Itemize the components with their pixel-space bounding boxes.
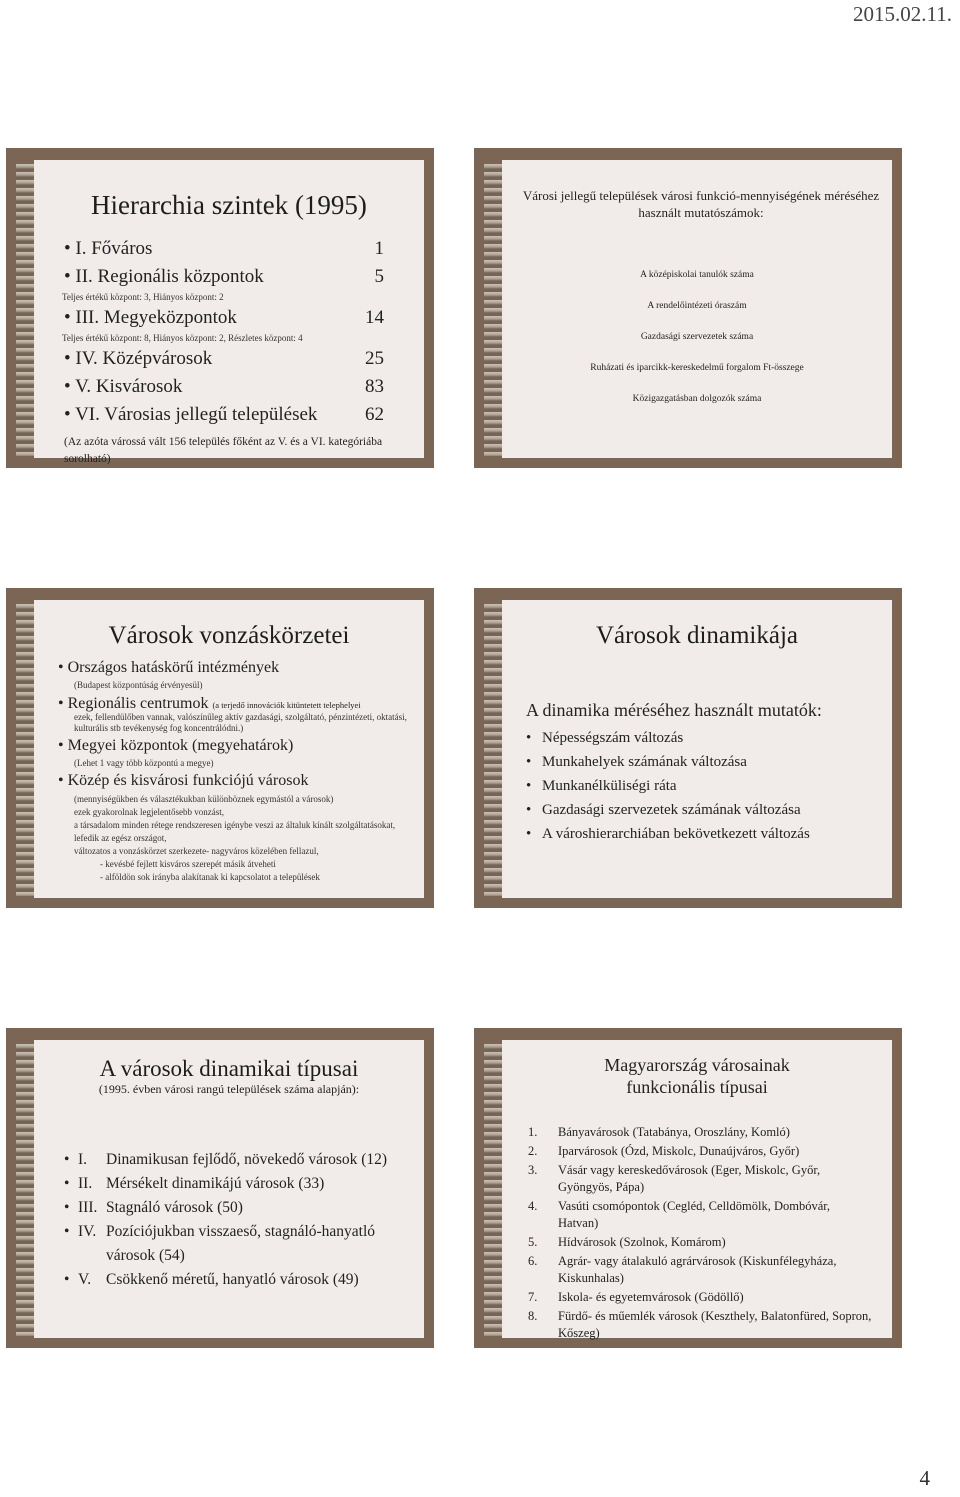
level-4-label: • IV. Középvárosok	[64, 348, 213, 369]
list-item: 5. Hídvárosok (Szolnok, Komárom)	[528, 1235, 726, 1249]
list-item: • III. Stagnáló városok (50)	[64, 1199, 243, 1216]
bullet-regionalis: • Regionális centrumok (a terjedő innovációk kitüntetett telephelyei	[58, 695, 361, 712]
level-3-value: 14	[365, 307, 384, 328]
bullet-megyei: • Megyei központok (megyehatárok)	[58, 737, 294, 754]
list-item: 7. Iskola- és egyetemvárosok (Gödöllő)	[528, 1290, 744, 1304]
slide-mutatoszamok	[474, 148, 902, 468]
indicator-item: Ruházati és iparcikk-kereskedelmű forgalom Ft-összege	[590, 363, 804, 373]
header-date: 2015.02.11.	[853, 2, 952, 26]
slide-title: Hierarchia szintek (1995)	[91, 190, 367, 220]
slide-hierarchia	[6, 148, 434, 468]
slide-title: Városi jellegű települések városi funkció-mennyiségének méréséhez használt mutatószámok:	[522, 188, 880, 220]
intro-text: A dinamika méréséhez használt mutatók:	[526, 700, 822, 720]
list-item: 6. Agrár- vagy átalakuló agrárvárosok (Kiskunfélegyháza, Kiskunhalas)	[528, 1254, 837, 1285]
indicator-list	[526, 726, 810, 846]
list-item: • V. Csökkenő méretű, hanyatló városok (49)	[64, 1271, 359, 1288]
level-2-note: Teljes értékű központ: 3, Hiányos központ: 2	[62, 292, 224, 302]
indicator-item: A középiskolai tanulók száma	[640, 270, 754, 280]
indicator-item: Közigazgatásban dolgozók száma	[632, 394, 762, 404]
bullet-orszagos: • Országos hatáskörű intézmények	[58, 659, 280, 676]
type-list	[528, 1124, 873, 1344]
note-line: változatos a vonzáskörzet szerkezete- nagyváros közelében fellazul,	[74, 846, 319, 857]
level-5-label: • V. Kisvárosok	[64, 376, 183, 397]
level-1-value: 1	[374, 238, 384, 259]
page-number: 4	[919, 1466, 930, 1490]
list-item: • Népességszám változás	[526, 726, 810, 750]
list-item: 8. Fürdő- és műemlék városok (Keszthely, Balatonfüred, Sopron, Kőszeg)	[528, 1309, 872, 1340]
list-item: 3. Vásár vagy kereskedővárosok (Eger, Miskolc, Győr, Gyöngyös, Pápa)	[528, 1163, 821, 1194]
slide-title	[502, 1054, 892, 1098]
level-6-label: • VI. Városias jellegű települések	[64, 404, 318, 425]
list-item: • IV. Pozíciójukban visszaeső, stagnáló-hanyatló városok (54)	[64, 1223, 376, 1264]
level-1-label: • I. Főváros	[64, 238, 153, 259]
list-item: • Gazdasági szervezetek számának változása	[526, 798, 810, 822]
list-item: • II. Mérsékelt dinamikájú városok (33)	[64, 1175, 325, 1192]
indicator-item: A rendelőintézeti óraszám	[647, 301, 747, 311]
note-line: a társadalom minden rétege rendszeresen igénybe veszi az általuk kínált szolgáltatásokat,	[74, 820, 396, 831]
list-item: 2. Iparvárosok (Ózd, Miskolc, Dunaújváros, Győr)	[528, 1144, 800, 1158]
indicator-item: Gazdasági szervezetek száma	[640, 332, 754, 342]
list-item: • A városhierarchiában bekövetkezett változás	[526, 822, 810, 846]
list-item: 1. Bányavárosok (Tatabánya, Oroszlány, Komló)	[528, 1125, 790, 1139]
type-list	[64, 1148, 409, 1292]
subnote-line: - alföldön sok irányba alakítanak ki kapcsolatot a települések	[100, 872, 320, 883]
subnote-line: - kevésbé fejlett kisváros szerepét másik átveheti	[100, 859, 276, 870]
note-line: ezek gyakorolnak legjelentősebb vonzást,	[74, 807, 224, 818]
indicator-list	[502, 260, 892, 415]
slide-title: Városok dinamikája	[595, 622, 799, 649]
level-4-value: 25	[365, 348, 384, 369]
slide-subtitle: (1995. évben városi rangú települések száma alapján):	[98, 1082, 360, 1096]
list-item: • Munkahelyek számának változása	[526, 750, 810, 774]
level-6-value: 62	[365, 404, 384, 425]
bullet-kozep-kis-notes	[74, 793, 404, 884]
slide-funkcionalis-tipusai	[474, 1028, 902, 1348]
list-item: • Munkanélküliségi ráta	[526, 774, 810, 798]
slide-title: A városok dinamikai típusai	[99, 1056, 359, 1081]
bullet-regionalis-note: ezek, fellendülőben vannak, valószínűleg aktív gazdasági, szolgáltató, pénzintézeti, oktatási, kulturális stb tevékenység fog koncentrálódni.)	[74, 712, 407, 734]
level-2-label: • II. Regionális központok	[64, 266, 264, 287]
list-item: 4. Vasúti csomópontok (Cegléd, Celldömölk, Dombóvár, Hatvan)	[528, 1199, 831, 1230]
title-line: Magyarország városainak	[604, 1055, 790, 1075]
list-item: • I. Dinamikusan fejlődő, növekedő városok (12)	[64, 1151, 388, 1168]
level-2-value: 5	[374, 266, 384, 287]
slide-title: Városok vonzáskörzetei	[108, 622, 350, 649]
bullet-orszagos-note: (Budapest központúság érvényesül)	[74, 680, 203, 690]
level-5-value: 83	[365, 376, 384, 397]
slide-dinamikaja	[474, 588, 902, 908]
note-line: (mennyiségükben és választékukban különböznek egymástól a városok)	[74, 794, 334, 804]
level-3-label: • III. Megyeközpontok	[64, 307, 237, 328]
bullet-megyei-note: (Lehet 1 vagy több központú a megye)	[74, 758, 214, 768]
slide-dinamikai-tipusai	[6, 1028, 434, 1348]
bullet-kozep-kis: • Közép és kisvárosi funkciójú városok	[58, 772, 309, 789]
footnote: (Az azóta várossá vált 156 település főként az V. és a VI. kategóriába sorolható)	[64, 436, 383, 465]
title-line: funkcionális típusai	[626, 1077, 768, 1097]
level-3-note: Teljes értékű központ: 8, Hiányos központ: 2, Részletes központ: 4	[62, 333, 303, 343]
slide-vonzaskorzetei	[6, 588, 434, 908]
note-line: lefedik az egész országot,	[74, 833, 167, 844]
